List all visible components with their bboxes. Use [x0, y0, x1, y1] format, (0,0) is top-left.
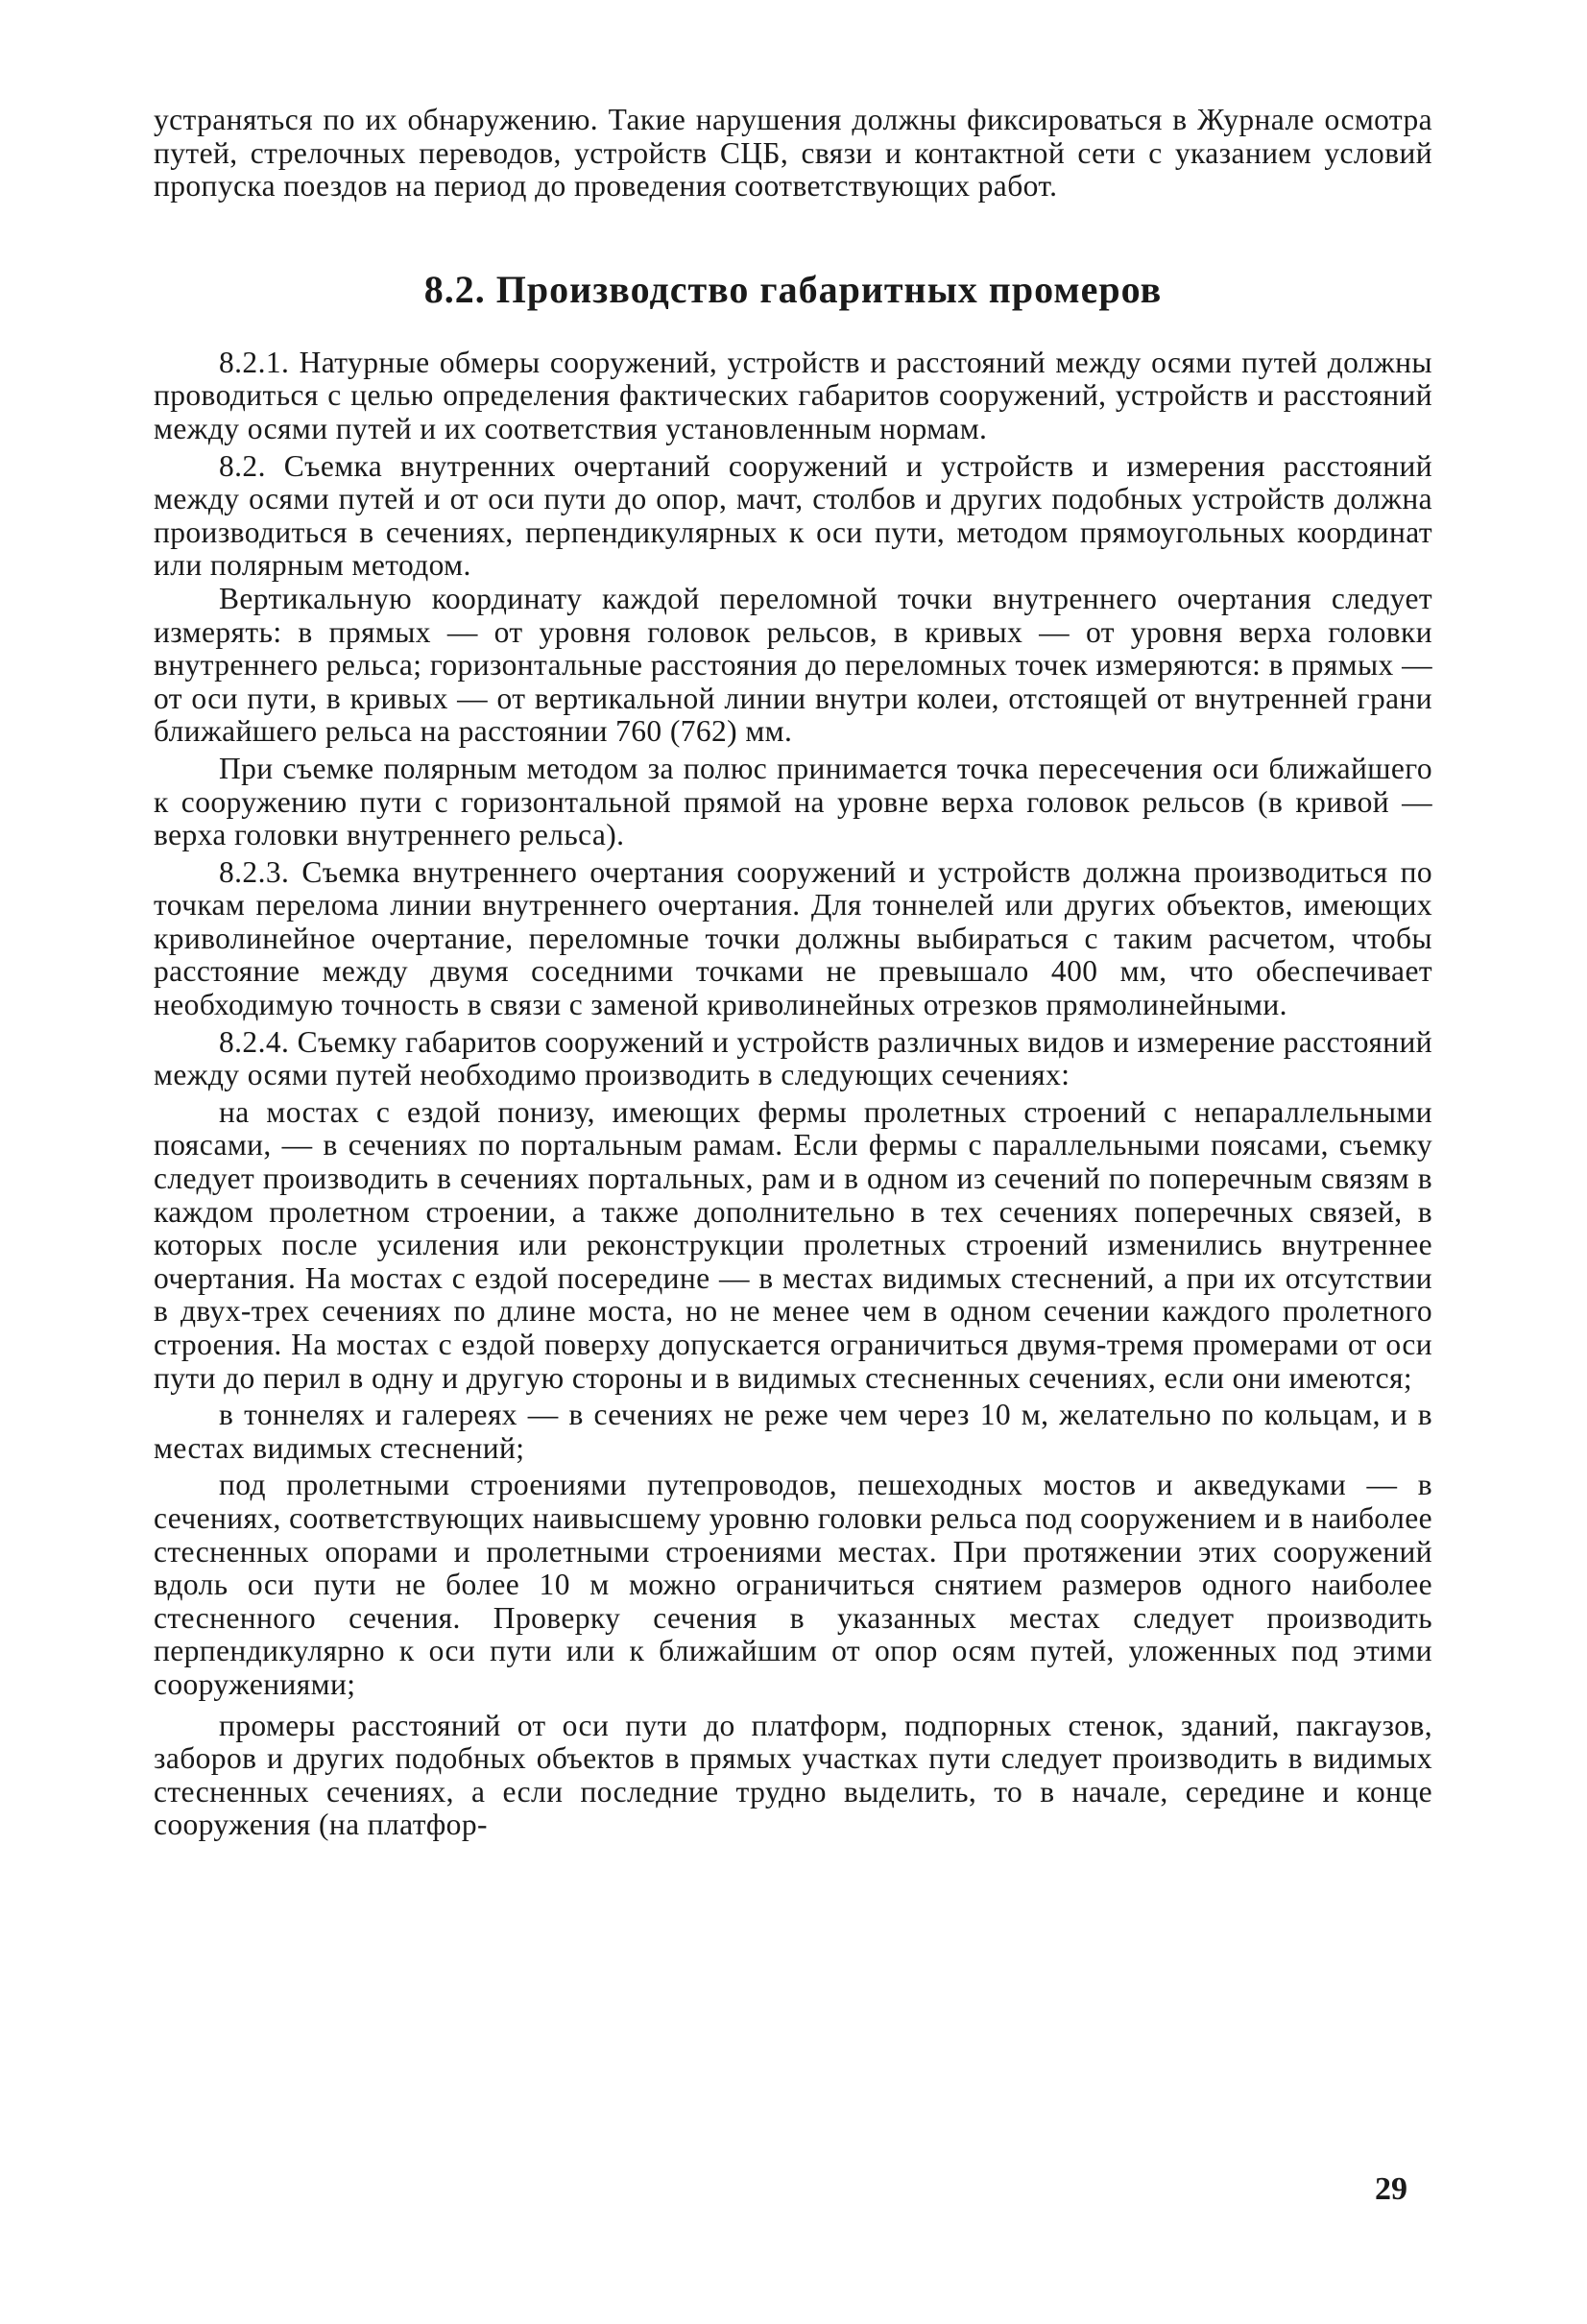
- paragraph-platform-measurements: промеры расстояний от оси пути до платформ, подпорных стенок, зданий, пакгаузов, заборов и других подобных объектов в прямых участках пути следует производить в видимых стесненных сечениях, а если последние трудно выделить, то в начале, середине и конце сооружения (на платфор-: [154, 1708, 1432, 1842]
- paragraph-polar-method: При съемке полярным методом за полюс принимается точка пересечения оси ближайшего к сооружению пути с горизонтальной прямой на уровне верха головок рельсов (в кривой — верха головки внутреннего рельса).: [154, 751, 1432, 852]
- section-heading: 8.2. Производство габаритных промеров: [423, 267, 1163, 311]
- paragraph-overpasses: под пролетными строениями путепроводов, пешеходных мостов и акведуками — в сечениях, соответствующих наивысшему уровню головки рельса под сооружением и в наиболее стесненных опорами и пролетными строениями местах. При протяжении этих сооружений вдоль оси пути не более 10 м можно ограничиться снятием размеров одного наиболее стесненного сечения. Проверку сечения в указанных местах следует производить перпендикулярно к оси пути или к ближайшим от опор осям путей, уложенных под этими сооружениями;: [154, 1468, 1432, 1701]
- paragraph-8-2-3: 8.2.3. Съемка внутреннего очертания сооружений и устройств должна производиться по точкам перелома линии внутреннего очертания. Для тоннелей или других объектов, имеющих криволинейное очертание, переломные точки должны выбираться с таким расчетом, чтобы расстояние между двумя соседними точками не превышало 400 мм, что обеспечивает необходимую точность в связи с заменой криволинейных отрезков прямолинейными.: [154, 854, 1432, 1022]
- paragraph-vertical-coordinate: Вертикальную координату каждой переломной точки внутреннего очертания следует измерять: в прямых — от уровня головок рельсов, в кривых — от уровня верха головки внутреннего рельса; горизонтальные расстояния до переломных точек измеряются: в прямых — от оси пути, в кривых — от вертикальной линии внутри колеи, отстоящей от внутренней грани ближайшего рельса на расстоянии 760 (762) мм.: [154, 581, 1432, 749]
- paragraph-tunnels: в тоннелях и галереях — в сечениях не реже чем через 10 м, желательно по кольцам, и в местах видимых стеснений;: [154, 1398, 1432, 1465]
- paragraph-8-2-2: 8.2. Съемка внутренних очертаний сооружений и устройств и измерения расстояний между осями путей и от оси пути до опор, мачт, столбов и других подобных устройств должна производиться в сечениях, перпендикулярных к оси пути, методом прямоугольных координат или полярным методом.: [154, 448, 1432, 583]
- document-page: [154, 104, 1432, 1842]
- paragraph-8-2-4: 8.2.4. Съемку габаритов сооружений и устройств различных видов и измерение расстояний между осями путей необходимо производить в следующих сечениях:: [154, 1024, 1432, 1092]
- paragraph-bridges: на мостах с ездой понизу, имеющих фермы пролетных строений с непараллельными поясами, — в сечениях по портальным рамам. Если фермы с параллельными поясами, съемку следует производить в сечениях портальных, рам и в одном из сечений по поперечным связям в каждом пролетном строении, а также дополнительно в тех сечениях поперечных связей, в которых после усиления или реконструкции пролетных строений изменились внутреннее очертания. На мостах с ездой посередине — в местах видимых стеснений, а при их отсутствии в двух-трех сечениях по длине моста, но не менее чем в одном сечении каждого пролетного строения. На мостах с ездой поверху допускается ограничиться двумя-тремя промерами от оси пути до перил в одну и другую стороны и в видимых стесненных сечениях, если они имеются;: [154, 1094, 1432, 1395]
- paragraph-8-2-1: 8.2.1. Натурные обмеры сооружений, устройств и расстояний между осями путей должны проводиться с целью определения фактических габаритов сооружений, устройств и расстояний между осями путей и их соответствия установленным нормам.: [154, 345, 1432, 445]
- page-number: 29: [1375, 2171, 1407, 2207]
- intro-paragraph: устраняться по их обнаружению. Такие нарушения должны фиксироваться в Журнале осмотра путей, стрелочных переводов, устройств СЦБ, связи и контактной сети с указанием условий пропуска поездов на период до проведения соответствующих работ.: [154, 103, 1432, 204]
